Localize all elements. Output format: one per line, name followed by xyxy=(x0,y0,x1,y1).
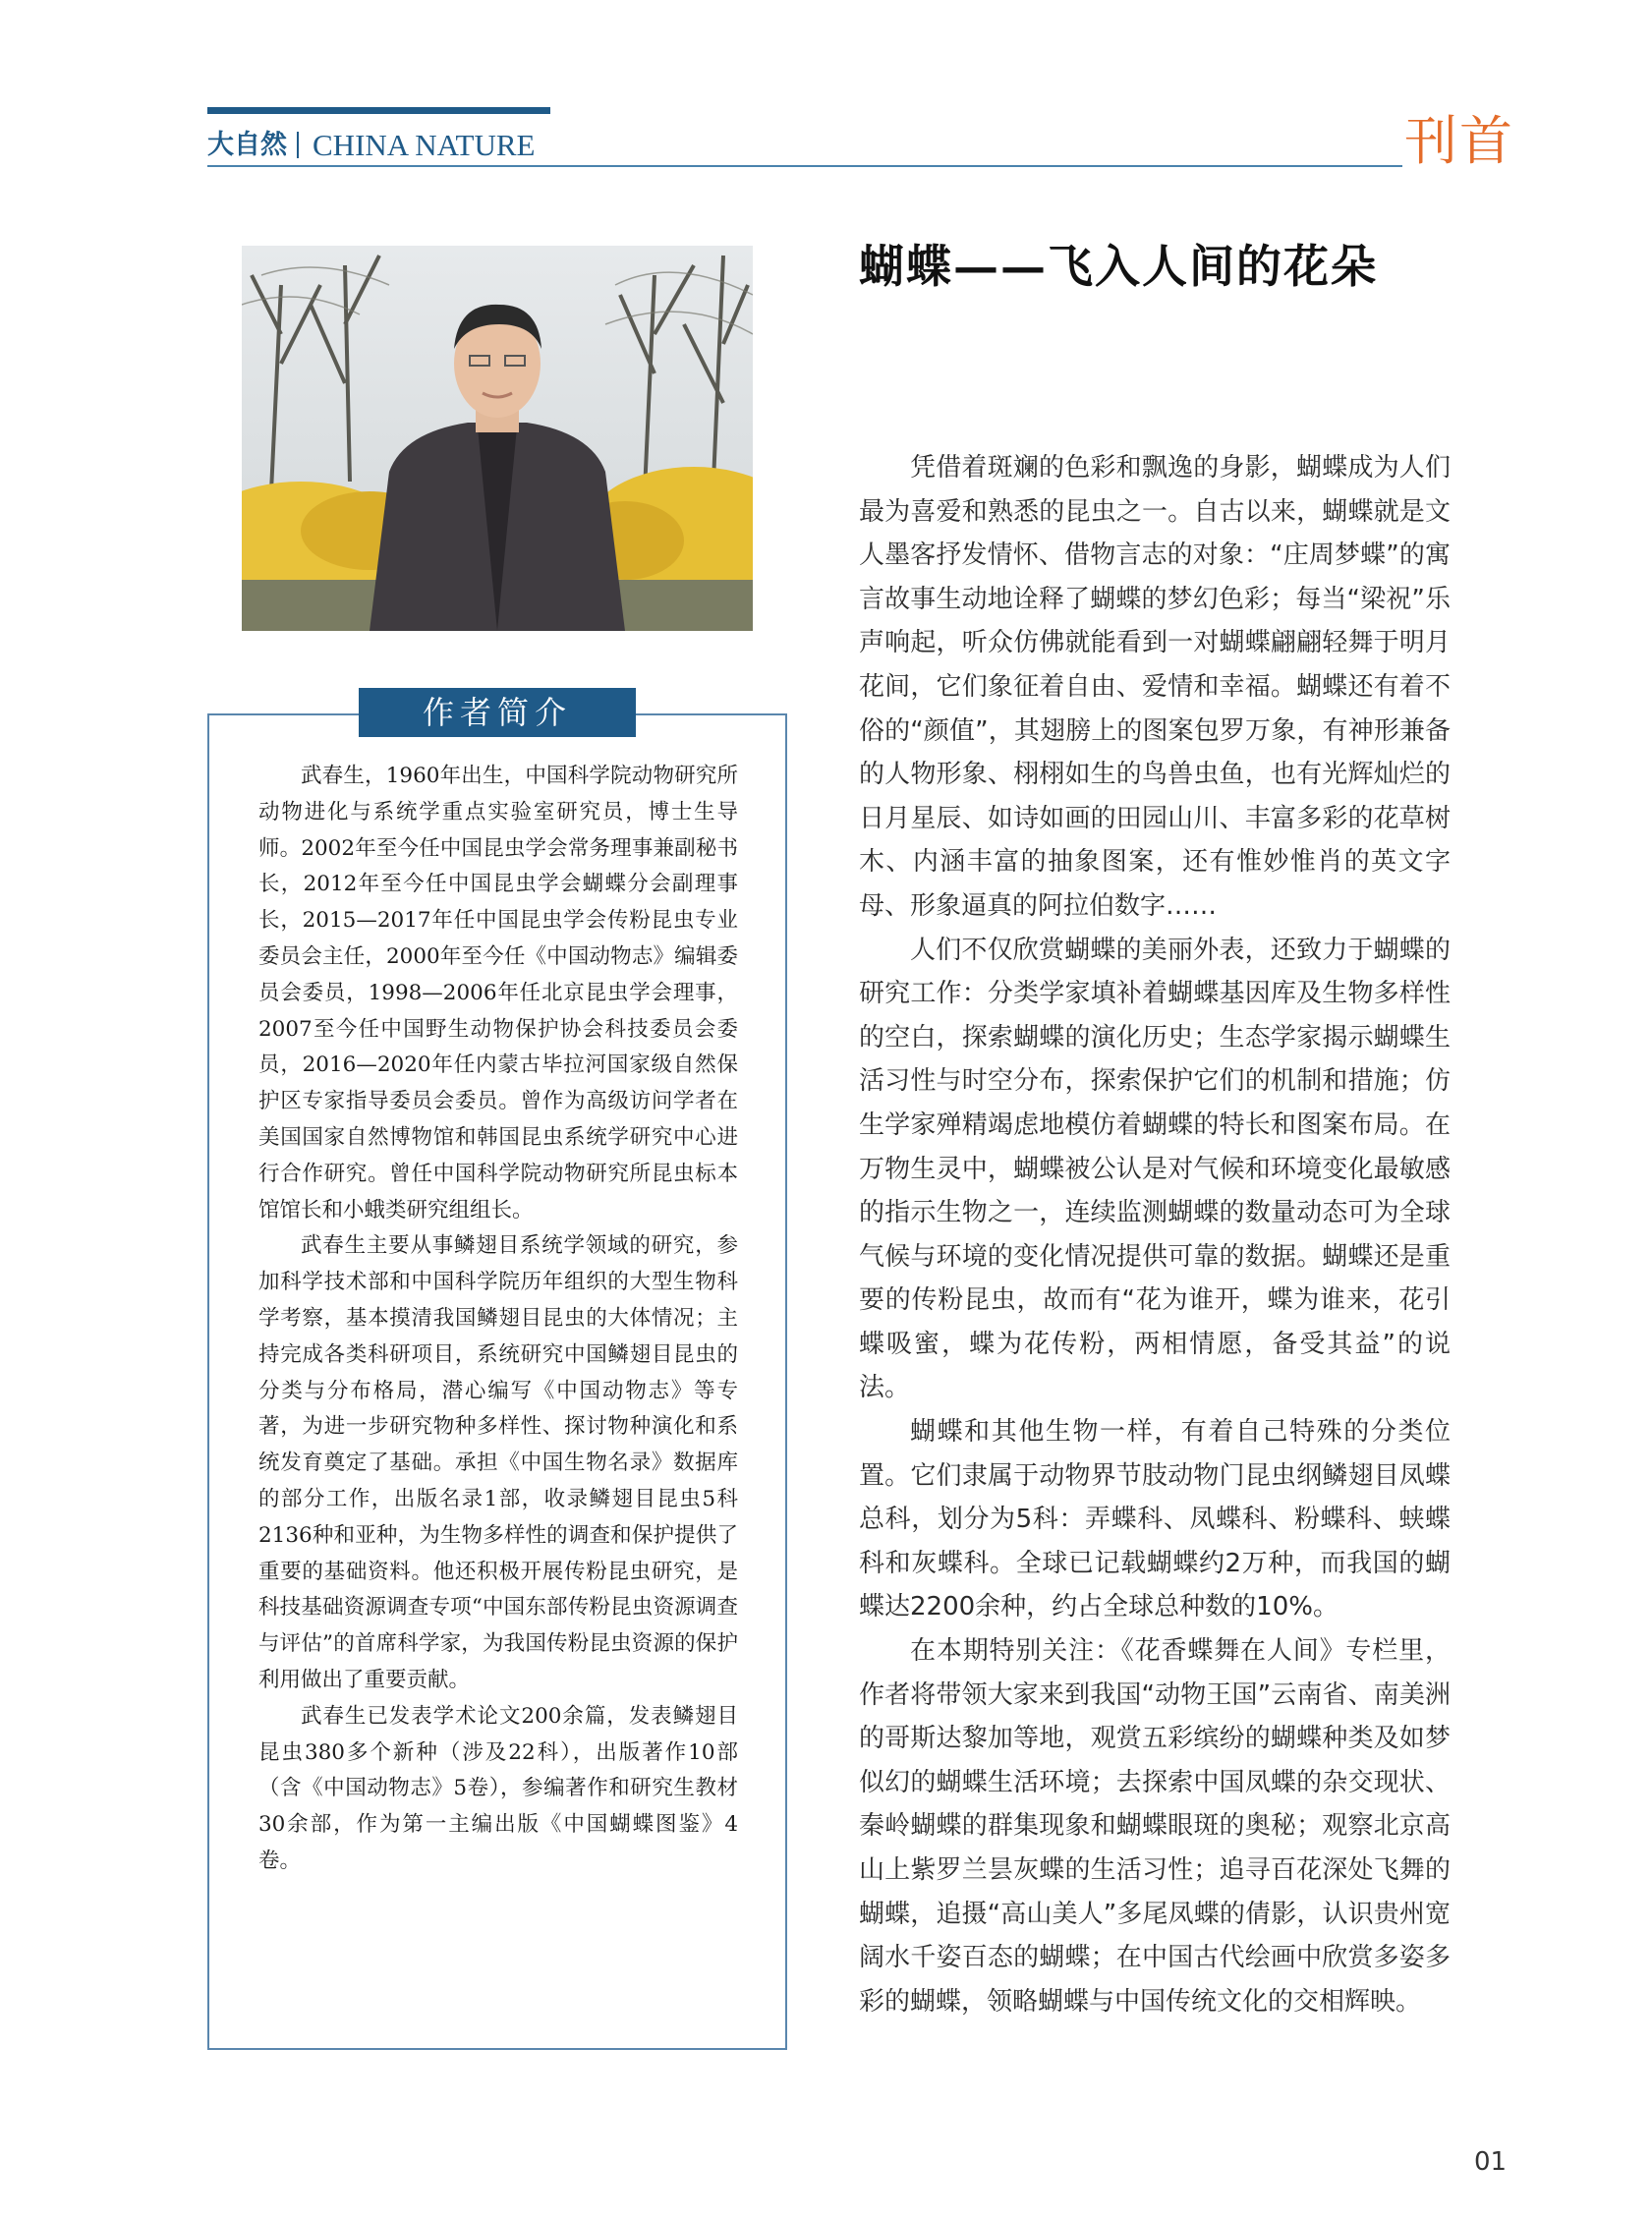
article-title: 蝴蝶——飞入人间的花朵 xyxy=(859,240,1378,293)
author-bio-text xyxy=(258,759,738,1880)
author-bio-paragraph: 武春生主要从事鳞翅目系统学领域的研究，参加科学技术部和中国科学院历年组织的大型生物科学考察，基本摸清我国鳞翅目昆虫的大体情况；主持完成各类科研项目，系统研究中国鳞翅目昆虫的分类与分布格局，潜心编写《中国动物志》等专著，为进一步研究物种多样性、探讨物种演化和系统发育奠定了基础。承担《中国生物名录》数据库的部分工作，出版名录1部，收录鳞翅目昆虫5科2136种和亚种，为生物多样性的调查和保护提供了重要的基础资料。他还积极开展传粉昆虫研究，是科技基础资源调查专项“中国东部传粉昆虫资源调查与评估”的首席科学家，为我国传粉昆虫资源的保护利用做出了重要贡献。 xyxy=(258,1233,738,1692)
header-divider xyxy=(207,165,1402,167)
magazine-name: 大自然 xyxy=(207,130,287,160)
header-separator xyxy=(297,132,299,158)
author-bio-title: 作者简介 xyxy=(359,688,636,737)
article-paragraph: 在本期特别关注：《花香蝶舞在人间》专栏里，作者将带领大家来到我国“动物王国”云南省、南美洲的哥斯达黎加等地，观赏五彩缤纷的蝴蝶种类及如梦似幻的蝴蝶生活环境；去探索中国凤蝶的杂交现状、秦岭蝴蝶的群集现象和蝴蝶眼斑的奥秘；观察北京高山上紫罗兰昙灰蝶的生活习性；追寻百花深处飞舞的蝴蝶，追摄“高山美人”多尾凤蝶的倩影，认识贵州宽阔水千姿百态的蝴蝶；在中国古代绘画中欣赏多姿多彩的蝴蝶，领略蝴蝶与中国传统文化的交相辉映。 xyxy=(859,1636,1451,2017)
article-paragraph: 蝴蝶和其他生物一样，有着自己特殊的分类位置。它们隶属于动物界节肢动物门昆虫纲鳞翅目凤蝶总科，划分为5科：弄蝶科、凤蝶科、粉蝶科、蛱蝶科和灰蝶科。全球已记载蝴蝶约2万种，而我国的蝴蝶达2200余种，约占全球总种数的10%。 xyxy=(859,1417,1451,1622)
magazine-name-en: CHINA NATURE xyxy=(313,128,536,162)
author-bio-paragraph: 武春生，1960年出生，中国科学院动物研究所动物进化与系统学重点实验室研究员，博士生导师。2002年至今任中国昆虫学会常务理事兼副秘书长，2012年至今任中国昆虫学会蝴蝶分会副理事长，2015—2017年任中国昆虫学会传粉昆虫专业委员会主任，2000年至今任《中国动物志》编辑委员会委员，1998—2006年任北京昆虫学会理事，2007至今任中国野生动物保护协会科技委员会委员，2016—2020年任内蒙古毕拉河国家级自然保护区专家指导委员会委员。曾作为高级访问学者在美国国家自然博物馆和韩国昆虫系统学研究中心进行合作研究。曾任中国科学院动物研究所昆虫标本馆馆长和小蛾类研究组组长。 xyxy=(258,764,738,1223)
article-paragraph: 凭借着斑斓的色彩和飘逸的身影，蝴蝶成为人们最为喜爱和熟悉的昆虫之一。自古以来，蝴蝶就是文人墨客抒发情怀、借物言志的对象：“庄周梦蝶”的寓言故事生动地诠释了蝴蝶的梦幻色彩；每当“梁祝”乐声响起，听众仿佛就能看到一对蝴蝶翩翩轻舞于明月花间，它们象征着自由、爱情和幸福。蝴蝶还有着不俗的“颜值”，其翅膀上的图案包罗万象，有神形兼备的人物形象、栩栩如生的鸟兽虫鱼，也有光辉灿烂的日月星辰、如诗如画的田园山川、丰富多彩的花草树木、内涵丰富的抽象图案，还有惟妙惟肖的英文字母、形象逼真的阿拉伯数字…… xyxy=(859,453,1451,921)
header-accent-bar xyxy=(207,107,550,114)
author-bio-paragraph: 武春生已发表学术论文200余篇，发表鳞翅目昆虫380多个新种（涉及22科），出版著作10部（含《中国动物志》5卷），参编著作和研究生教材30余部，作为第一主编出版《中国蝴蝶图鉴》4卷。 xyxy=(258,1703,738,1873)
section-label: 刊首 xyxy=(1404,110,1514,172)
article-body xyxy=(859,446,1451,2023)
page-number: 01 xyxy=(1474,2147,1508,2177)
author-photo xyxy=(242,246,753,631)
article-paragraph: 人们不仅欣赏蝴蝶的美丽外表，还致力于蝴蝶的研究工作：分类学家填补着蝴蝶基因库及生物多样性的空白，探索蝴蝶的演化历史；生态学家揭示蝴蝶生活习性与时空分布，探索保护它们的机制和措施；仿生学家殚精竭虑地模仿着蝴蝶的特长和图案布局。在万物生灵中，蝴蝶被公认是对气候和环境变化最敏感的指示生物之一，连续监测蝴蝶的数量动态可为全球气候与环境的变化情况提供可靠的数据。蝴蝶还是重要的传粉昆虫，故而有“花为谁开，蝶为谁来，花引蝶吸蜜，蝶为花传粉，两相情愿，备受其益”的说法。 xyxy=(859,935,1451,1403)
